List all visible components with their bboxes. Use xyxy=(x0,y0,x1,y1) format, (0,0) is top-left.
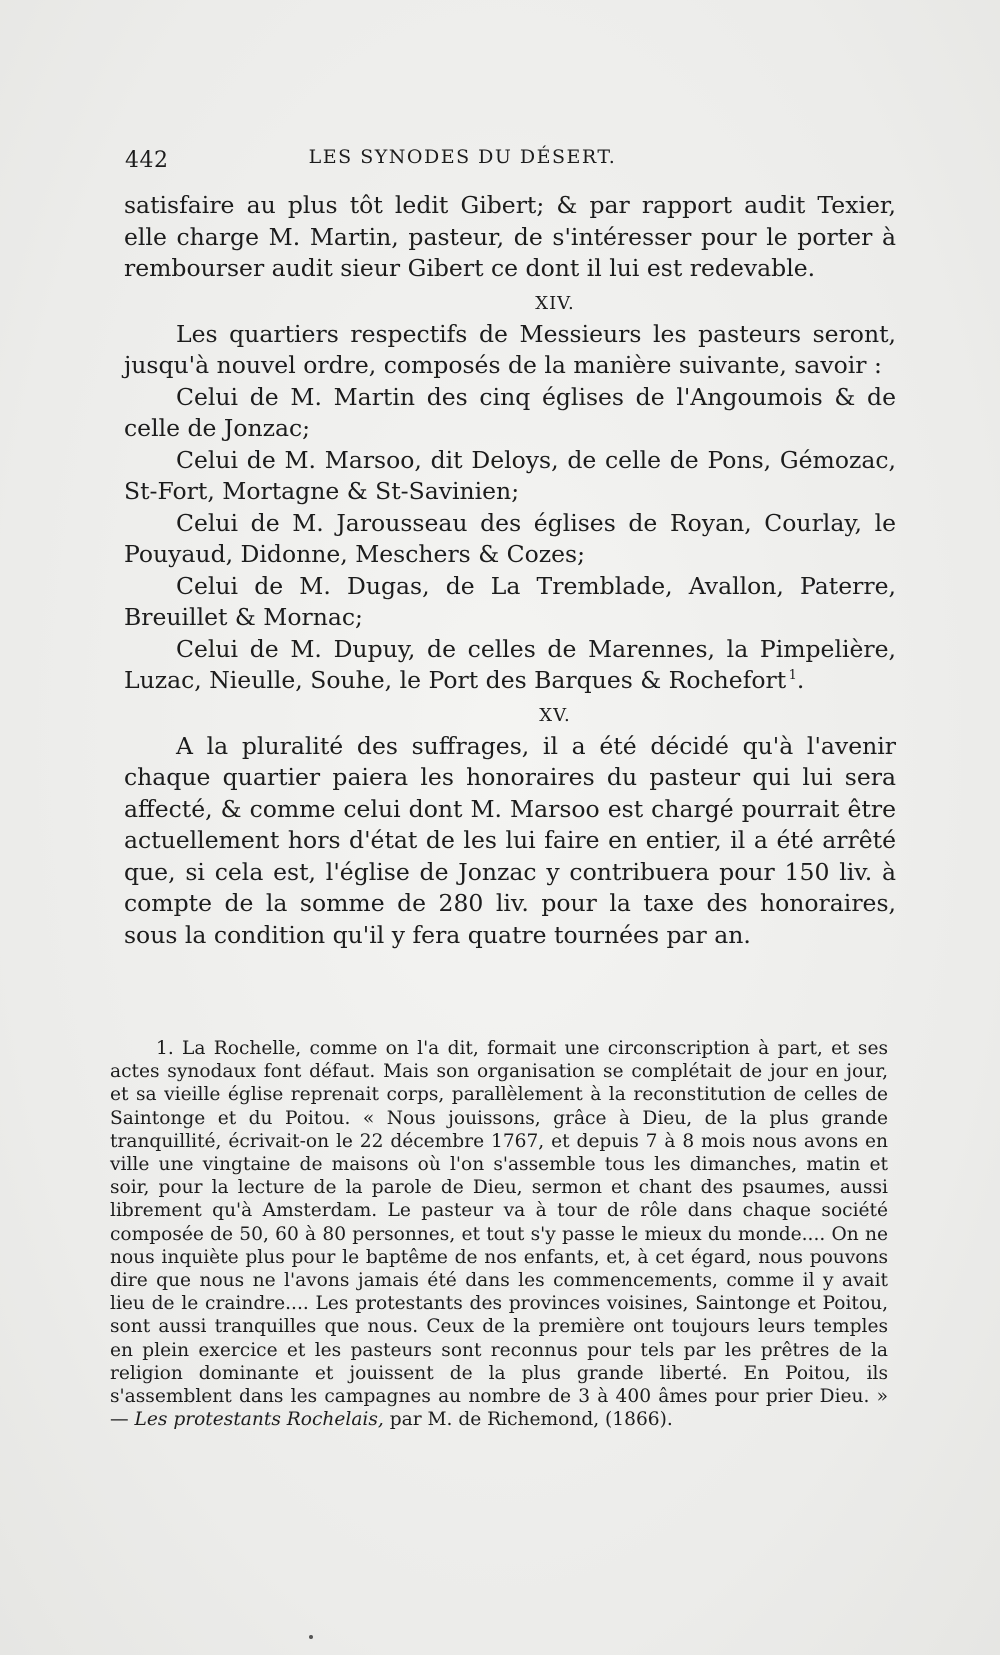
paragraph-xiv-6-end: . xyxy=(796,666,805,694)
paragraph-xv-1: A la pluralité des suffrages, il a été décidé qu'à l'avenir chaque quartier paiera les honoraires du pasteur qui lui sera affecté, & comme celui dont M. Marsoo est chargé pourrait être actuellement hors d'état de les lui faire en entier, il a été arrêté que, si cela est, l'église de Jonzac y contribuera pour 150 liv. à compte de la somme de 280 liv. pour la taxe des honoraires, sous la condition qu'il y fera quatre tournées par an. xyxy=(124,731,896,949)
paragraph-xiv-4: Celui de M. Jarousseau des églises de Royan, Courlay, le Pouyaud, Didonne, Meschers & Cozes; xyxy=(124,508,896,568)
footnote xyxy=(110,1037,888,1431)
paragraph-xiv-2: Celui de M. Martin des cinq églises de l'Angoumois & de celle de Jonzac; xyxy=(124,382,896,442)
footnote-reference[interactable]: 1 xyxy=(788,668,797,684)
footnote-source-title: Les protestants Rochelais, xyxy=(134,1409,384,1431)
page-number: 442 xyxy=(125,148,169,173)
footnote-text: 1. La Rochelle, comme on l'a dit, formait une circonscription à part, et ses actes synodaux font défaut. Mais son organisation se complétait de jour en jour, et sa vieille église reprenait corps, parallèlement à la reconstitution de celles de Saintonge et du Poitou. « Nous jouissons, grâce à Dieu, de la plus grande tranquillité, écrivait-on le 22 décembre 1767, et depuis 7 à 8 mois nous avons en ville une vingtaine de maisons où l'on s'assemble tous les dimanches, matin et soir, pour la lecture de la parole de Dieu, sermon et chant des psaumes, aussi librement qu'à Amsterdam. Le pasteur va à tour de rôle dans chaque société composée de 50, 60 à 80 personnes, et tout s'y passe le mieux du monde.... On ne nous inquiète plus pour le baptême de nos enfants, et, à cet égard, nous pouvons dire que nous ne l'avons jamais été dans les commencements, comme il y avait lieu de le craindre.... Les protestants des provinces voisines, Saintonge et Poitou, sont aussi tranquilles que nous. Ceux de la première ont toujours leurs temples en plein exercice et les pasteurs sont reconnus pour tels par les prêtres de la religion dominante et jouissent de la plus grande liberté. En Poitou, ils s'assemblent dans les campagnes au nombre de 3 à 400 âmes pour prier Dieu. » — xyxy=(110,1038,888,1431)
paragraph-xiv-6-text: Celui de M. Dupuy, de celles de Marennes, la Pimpelière, Luzac, Nieulle, Souhe, le Port des Barques & Rochefort xyxy=(124,634,896,694)
paragraph-xiv-5: Celui de M. Dugas, de La Tremblade, Avallon, Paterre, Breuillet & Mornac; xyxy=(124,571,896,631)
paragraph-xiv-6 xyxy=(124,634,896,697)
section-heading-xv: XV. xyxy=(539,704,571,726)
page-speck-mark xyxy=(309,1635,313,1639)
footnote-source-rest: par M. de Richemond, (1866). xyxy=(383,1409,673,1431)
main-text xyxy=(124,190,896,951)
running-title: LES SYNODES DU DÉSERT. xyxy=(308,146,617,168)
page-header xyxy=(125,146,900,176)
paragraph-xiv-3: Celui de M. Marsoo, dit Deloys, de celle de Pons, Gémozac, St-Fort, Mortagne & St-Savinien; xyxy=(124,445,896,505)
paragraph-xiv-1: Les quartiers respectifs de Messieurs les pasteurs seront, jusqu'à nouvel ordre, composés de la manière suivante, savoir : xyxy=(124,319,896,379)
section-heading-xiv: XIV. xyxy=(535,292,575,314)
paragraph-intro: satisfaire au plus tôt ledit Gibert; & par rapport audit Texier, elle charge M. Martin, pasteur, de s'intéresser pour le porter à rembourser audit sieur Gibert ce dont il lui est redevable. xyxy=(124,191,896,282)
